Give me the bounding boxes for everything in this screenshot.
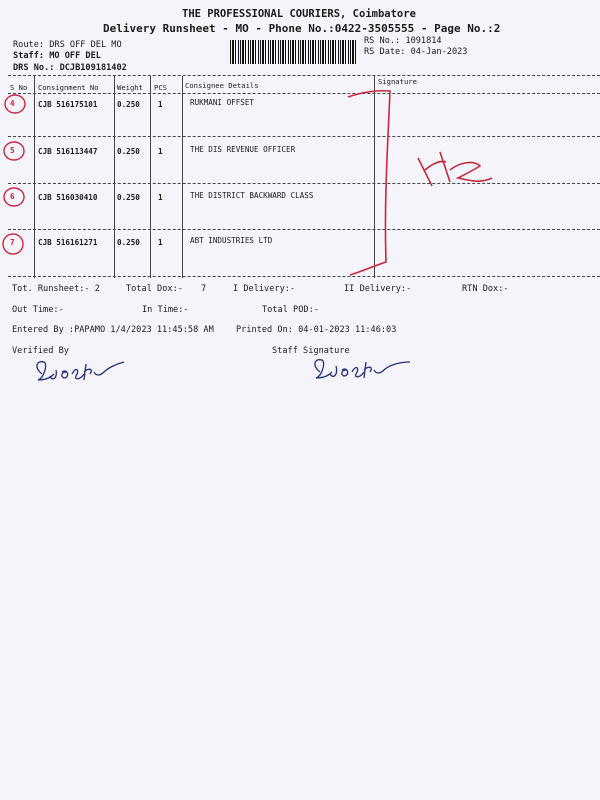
runsheet-title: Delivery Runsheet - MO - Phone No.:0422-3505555 - Page No.:2 — [103, 22, 501, 35]
i-delivery: I Delivery:- — [233, 284, 296, 294]
row-sno: 4 — [10, 99, 15, 108]
row-consignee: THE DIS REVENUE OFFICER — [190, 145, 296, 154]
col-header-consignment: Consignment No — [38, 83, 99, 92]
out-time: Out Time:- — [12, 305, 64, 315]
route-label: Route: DRS OFF DEL MO — [13, 40, 122, 50]
row-consignment-no: CJB 516175101 — [38, 100, 98, 109]
row-consignee: ABT INDUSTRIES LTD — [190, 236, 273, 245]
verified-by-signature — [28, 352, 188, 392]
signature-bracket — [348, 91, 390, 275]
sno-circle — [3, 234, 23, 254]
row-pcs: 1 — [158, 147, 163, 156]
row-sno: 7 — [10, 238, 15, 247]
total-dox-label: Total Dox:- — [126, 284, 183, 294]
printed-on: Printed On: 04-01-2023 11:46:03 — [236, 325, 397, 335]
company-name: THE PROFESSIONAL COURIERS, Coimbatore — [182, 8, 416, 20]
row-sno: 6 — [10, 192, 15, 201]
row-weight: 0.250 — [117, 193, 140, 202]
row-weight: 0.250 — [117, 100, 140, 109]
row-pcs: 1 — [158, 193, 163, 202]
ii-delivery: II Delivery:- — [344, 284, 412, 294]
total-pod: Total POD:- — [262, 305, 319, 315]
sno-circle — [4, 142, 24, 160]
row-consignee: THE DISTRICT BACKWARD CLASS — [190, 191, 314, 200]
staff-signature — [306, 352, 466, 392]
row-consignment-no: CJB 516161271 — [38, 238, 98, 247]
col-header-sno: S No — [10, 83, 28, 92]
sno-circle — [4, 188, 24, 206]
staff-signature-label: Staff Signature — [272, 346, 350, 356]
drs-number: DRS No.: DCJB109181402 — [13, 63, 127, 73]
col-header-weight: Weight — [117, 83, 143, 92]
rs-date: RS Date: 04-Jan-2023 — [364, 47, 468, 57]
red-ink-marks — [0, 0, 600, 300]
verified-by-label: Verified By — [12, 346, 69, 356]
row-sno: 5 — [10, 146, 15, 155]
tot-runsheet: Tot. Runsheet:- 2 — [12, 284, 100, 294]
row-consignee: RUKMANI OFFSET — [190, 98, 255, 107]
row-weight: 0.250 — [117, 147, 140, 156]
row-pcs: 1 — [158, 100, 163, 109]
entered-by: Entered By :PAPAMO 1/4/2023 11:45:58 AM — [12, 325, 214, 335]
row-pcs: 1 — [158, 238, 163, 247]
initials-scribble — [418, 152, 492, 186]
col-header-pcs: PCS — [154, 83, 167, 92]
staff-label: Staff: MO OFF DEL — [13, 51, 101, 61]
rs-number: RS No.: 1091814 — [364, 36, 442, 46]
sno-circle — [5, 95, 25, 113]
row-weight: 0.250 — [117, 238, 140, 247]
rtn-dox: RTN Dox:- — [462, 284, 509, 294]
row-consignment-no: CJB 516030410 — [38, 193, 98, 202]
row-consignment-no: CJB 516113447 — [38, 147, 98, 156]
total-dox-value: 7 — [201, 284, 207, 294]
in-time: In Time:- — [142, 305, 189, 315]
col-header-signature: Signature — [378, 77, 417, 86]
col-header-consignee: Consignee Details — [185, 81, 259, 90]
